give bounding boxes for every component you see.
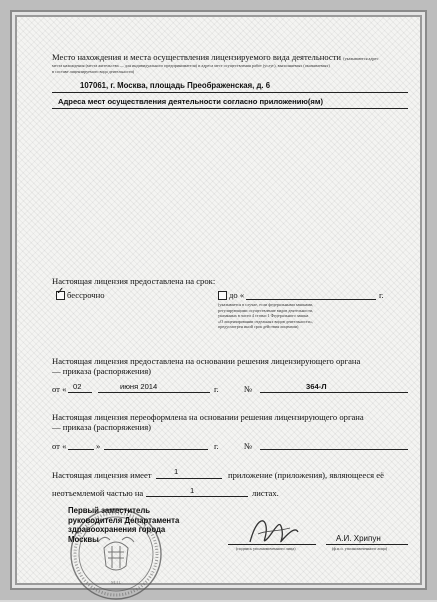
reissue-day-line [68,449,94,450]
address-note: места нахождения (места жительства — для индивидуального предпринимателя) и адреса мест осуществления работ (услуг), выполняемых (оказываемых) в составе лицензируемого вида деятельности) [52,63,330,74]
grant-text: Настоящая лицензия предоставлена на основании решения лицензирующего органа — приказа (распоряжения) [52,356,361,376]
reissue-number-label: № [244,441,253,451]
until-year-suffix: г. [379,290,384,300]
term-heading: Настоящая лицензия предоставлена на срок: [52,276,216,286]
grant-month-year: июня 2014 [120,382,158,391]
signer-position: Первый заместитель руководителя Департамента здравоохранения города Москвы [68,506,180,544]
reissue-year-suffix: г. [214,441,219,451]
annex-prefix: Настоящая лицензия имеет [52,470,152,480]
annex-count: 1 [174,467,179,476]
annex-count-line [156,478,222,479]
places-value: Адреса мест осуществления деятельности согласно приложению(ям) [58,97,323,106]
places-underline [52,108,408,109]
reissue-from-label: от « [52,441,67,451]
until-label: до « [229,290,245,300]
until-date-line [246,299,376,300]
grant-number-line [260,392,408,393]
grant-year-suffix: г. [214,384,219,394]
until-checkbox[interactable] [218,291,227,300]
grant-from-label: от « [52,384,67,394]
annex-sheets-prefix: неотъемлемой частью на [52,488,144,498]
annex-sheets-suffix: листах. [252,488,279,498]
signature-caption: (подпись уполномоченного лица) [236,546,296,551]
stamp-label: М.П. [110,581,122,586]
grant-number-label: № [244,384,253,394]
reissue-date-line [104,449,208,450]
name-line [326,544,408,545]
address-underline [52,92,408,93]
annex-sheets: 1 [190,486,195,495]
grant-day-line [68,392,92,393]
grant-day: 02 [73,382,82,391]
annex-suffix: приложение (приложения), являющееся её [228,470,384,480]
reissue-close-quote: » [96,441,101,451]
unlimited-checkbox[interactable] [56,291,65,300]
address-value: 107061, г. Москва, площадь Преображенская, д. 6 [80,81,271,90]
term-note: (указывается в случае, если федеральными законами, регулирующими осуществление видов деятельности, указанных в части 4 статьи 1 Федерального закона «О лицензировании отдельных видов деятельности», предусмотрен иной срок действия лицензии) [218,302,314,330]
annex-sheets-line [146,496,248,497]
grant-date-line [98,392,210,393]
signer-name: А.И. Хрипун [336,534,381,543]
reissue-text: Настоящая лицензия переоформлена на основании решения лицензирующего органа — приказа (распоряжения) [52,412,364,432]
name-caption: (ф.и.о. уполномоченного лица) [332,546,388,551]
grant-number: 364-Л [306,382,327,391]
unlimited-label: бессрочно [67,290,105,300]
signature-line [228,544,316,545]
reissue-number-line [260,449,408,450]
address-heading: Место нахождения и места осуществления лицензируемого вида деятельности (указываются адрес [52,52,379,62]
